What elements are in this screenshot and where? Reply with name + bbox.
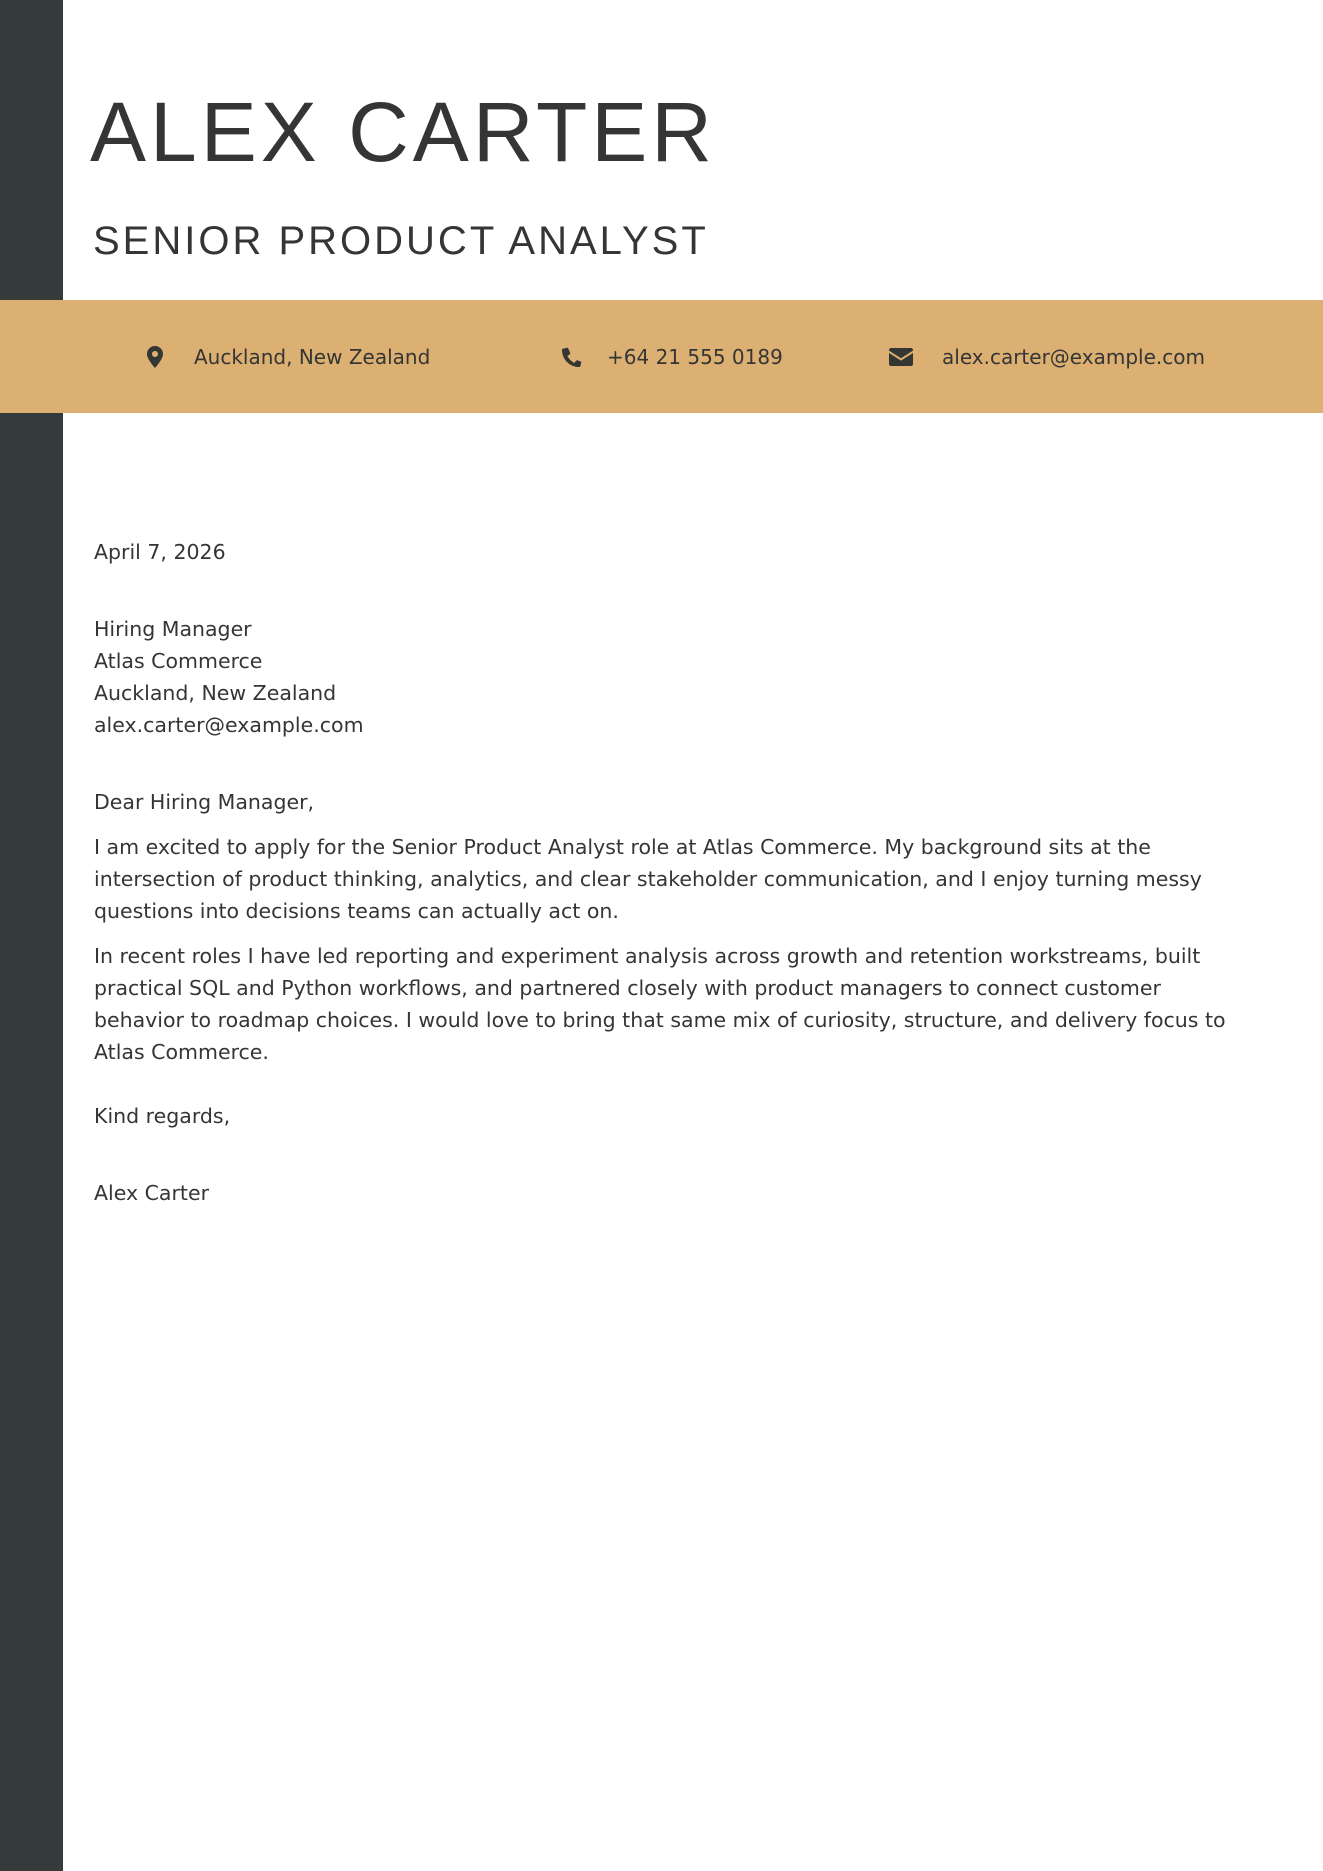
recipient-block (94, 613, 1244, 741)
body-paragraph: I am excited to apply for the Senior Product Analyst role at Atlas Commerce. My background sits at the intersection of product thinking, analytics, and clear stakeholder communication, and I enjoy turning messy questions into decisions teams can actually act on. (94, 835, 1202, 923)
recipient-line: Hiring Manager (94, 617, 252, 641)
map-pin-icon (143, 345, 167, 369)
envelope-icon (889, 345, 913, 369)
sidebar-accent (0, 0, 63, 1871)
letter-body (94, 536, 1244, 1209)
recipient-line: Atlas Commerce (94, 649, 263, 673)
contact-phone-text: +64 21 555 0189 (607, 344, 783, 369)
contact-location-text: Auckland, New Zealand (194, 344, 431, 369)
contact-band (0, 300, 1323, 413)
applicant-title: SENIOR PRODUCT ANALYST (93, 219, 709, 263)
recipient-line: alex.carter@example.com (94, 713, 364, 737)
recipient-line: Auckland, New Zealand (94, 681, 337, 705)
contact-location (143, 300, 430, 413)
contact-phone (560, 300, 783, 413)
salutation: Dear Hiring Manager, (94, 790, 315, 814)
contact-email (889, 300, 1205, 413)
closing: Kind regards, (94, 1104, 231, 1128)
signature: Alex Carter (94, 1181, 210, 1205)
phone-icon (560, 345, 584, 369)
body-paragraph: In recent roles I have led reporting and experiment analysis across growth and retention workstreams, built practical SQL and Python workflows, and partnered closely with product managers to connect customer behavior to roadmap choices. I would love to bring that same mix of curiosity, structure, and delivery focus to Atlas Commerce. (94, 944, 1226, 1064)
letter-date: April 7, 2026 (94, 540, 226, 564)
contact-email-text: alex.carter@example.com (942, 344, 1205, 369)
applicant-name: ALEX CARTER (90, 85, 716, 179)
